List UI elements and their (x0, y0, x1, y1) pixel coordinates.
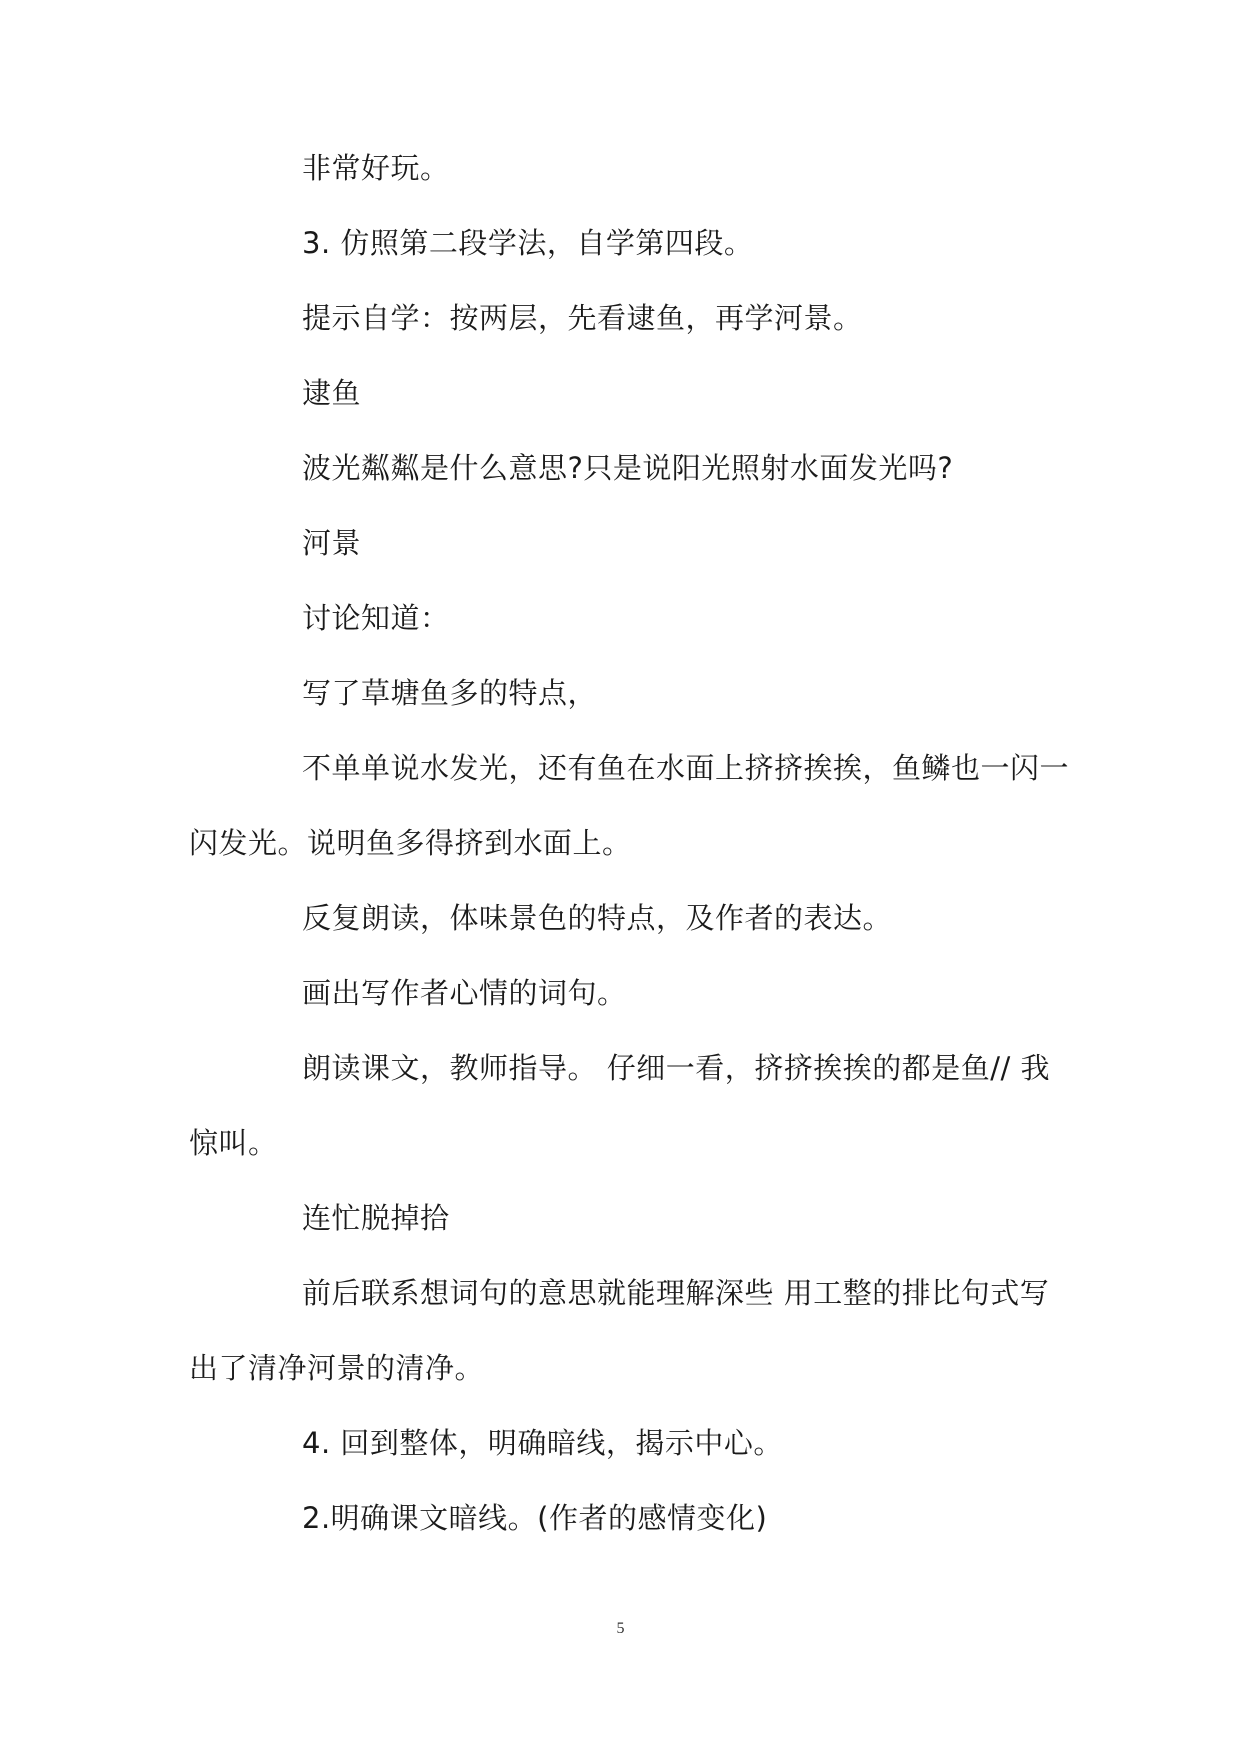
page-number: 5 (616, 1620, 625, 1637)
text-line: 朗读课文，教师指导。 仔细一看，挤挤挨挨的都是鱼// 我 (302, 1051, 1050, 1085)
text-line: 反复朗读，体味景色的特点，及作者的表达。 (302, 901, 893, 935)
text-line: 3. 仿照第二段学法，自学第四段。 (302, 226, 754, 260)
text-line: 2.明确课文暗线。(作者的感情变化) (302, 1501, 768, 1535)
text-line: 出了清净河景的清净。 (189, 1351, 485, 1385)
text-line: 写了草塘鱼多的特点， (302, 676, 598, 710)
text-line: 4. 回到整体，明确暗线，揭示中心。 (302, 1426, 783, 1460)
text-line: 画出写作者心情的词句。 (302, 976, 627, 1010)
text-line: 连忙脱掉拾 (302, 1201, 450, 1235)
text-line: 逮鱼 (302, 376, 362, 410)
text-line: 讨论知道： (302, 601, 450, 635)
text-line: 河景 (302, 526, 362, 560)
text-line: 波光粼粼是什么意思?只是说阳光照射水面发光吗? (302, 451, 954, 485)
text-line: 前后联系想词句的意思就能理解深些 用工整的排比句式写 (302, 1276, 1050, 1310)
text-line: 闪发光。说明鱼多得挤到水面上。 (189, 826, 632, 860)
text-line: 不单单说水发光，还有鱼在水面上挤挤挨挨，鱼鳞也一闪一 (302, 751, 1070, 785)
text-line: 提示自学：按两层，先看逮鱼，再学河景。 (302, 301, 863, 335)
text-line: 惊叫。 (189, 1126, 278, 1160)
text-line: 非常好玩。 (302, 151, 450, 185)
